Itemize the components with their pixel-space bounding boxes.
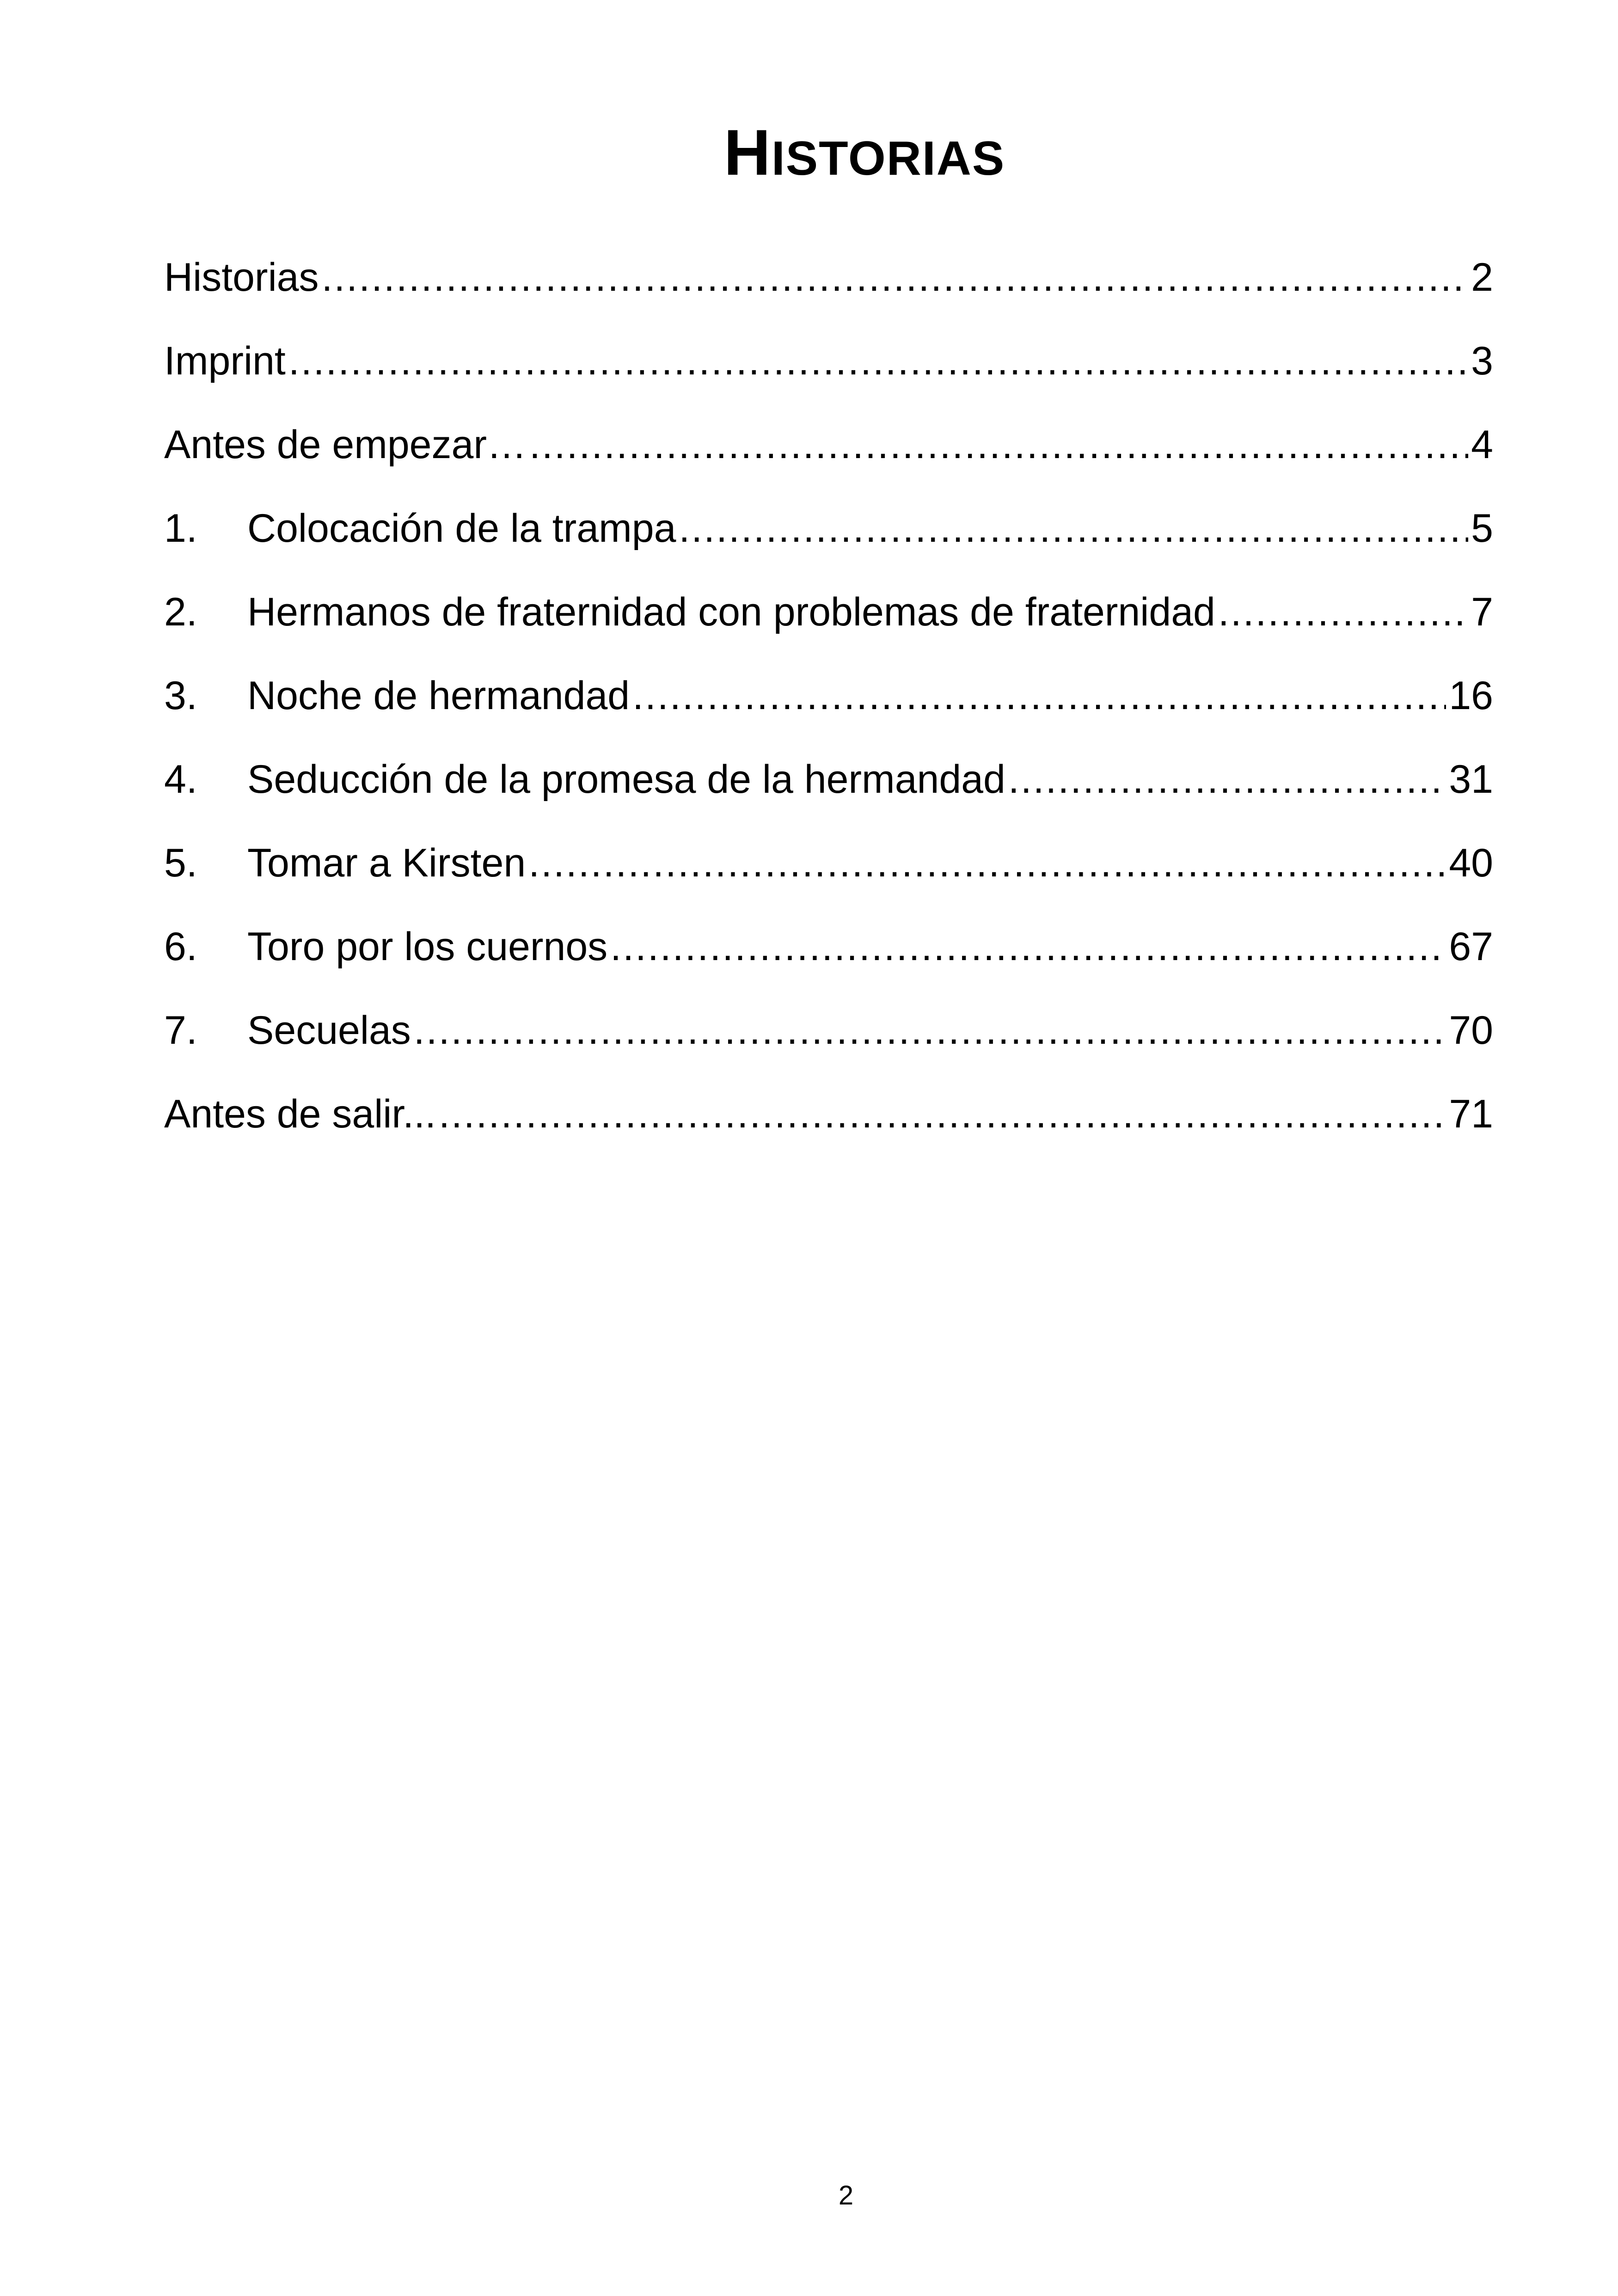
- toc-entry-label: Seducción de la promesa de la hermandad: [247, 757, 1005, 802]
- toc-entry-number: 2.: [164, 590, 197, 634]
- toc-entry[interactable]: [164, 333, 1493, 417]
- toc-entry[interactable]: [164, 835, 1493, 919]
- toc-entry-label: Imprint: [164, 339, 286, 383]
- toc-entry-number: 1.: [164, 506, 197, 551]
- toc-dot-leader: [288, 333, 1468, 389]
- toc-entry-page: 4: [1471, 422, 1493, 467]
- toc-dot-leader: [610, 919, 1446, 974]
- title-first-letter: H: [723, 116, 772, 189]
- toc-entry-label: Hermanos de fraternidad con problemas de fraternidad: [247, 590, 1215, 634]
- toc-entry[interactable]: [164, 1086, 1493, 1170]
- toc-entry-page: 31: [1449, 757, 1493, 802]
- toc-entry[interactable]: [164, 919, 1493, 1003]
- toc-entry-label: Colocación de la trampa: [247, 506, 676, 551]
- page-title: [55, 118, 1618, 193]
- toc-entry-page: 40: [1449, 841, 1493, 885]
- toc-dot-leader: [679, 501, 1468, 556]
- title-rest: ISTORIAS: [771, 132, 1005, 185]
- toc-dot-leader: [414, 1003, 1446, 1058]
- toc-entry-page: 5: [1471, 506, 1493, 551]
- toc-entry-number: 6.: [164, 925, 197, 969]
- toc-entry[interactable]: [164, 752, 1493, 835]
- footer-page-number: 2: [838, 2180, 854, 2210]
- toc-entry[interactable]: [164, 1003, 1493, 1086]
- toc-entry-number: 7.: [164, 1008, 197, 1053]
- toc-entry[interactable]: [164, 501, 1493, 584]
- toc-entry-label: Noche de hermandad: [247, 673, 630, 718]
- toc-entry[interactable]: [164, 417, 1493, 501]
- toc-entry-page: 7: [1471, 590, 1493, 634]
- toc-entry-page: 71: [1449, 1092, 1493, 1136]
- toc-entry-number: 4.: [164, 757, 197, 802]
- toc-entry[interactable]: [164, 584, 1493, 668]
- toc-entry-label: Tomar a Kirsten: [247, 841, 526, 885]
- toc-entry-page: 2: [1471, 255, 1493, 300]
- toc-entry-number: 5.: [164, 841, 197, 885]
- toc-dot-leader: [528, 835, 1446, 891]
- toc-entry[interactable]: [164, 668, 1493, 752]
- toc-entry-label: Antes de salir...: [164, 1092, 436, 1136]
- toc-dot-leader: [632, 668, 1446, 723]
- toc-entry[interactable]: [164, 250, 1493, 333]
- toc-dot-leader: [322, 250, 1469, 305]
- toc-entry-page: 70: [1449, 1008, 1493, 1053]
- toc-entry-page: 67: [1449, 925, 1493, 969]
- toc-entry-page: 3: [1471, 339, 1493, 383]
- toc-dot-leader: [1218, 584, 1468, 640]
- toc-dot-leader: [439, 1086, 1446, 1142]
- toc-dot-leader: [529, 417, 1468, 472]
- toc-entry-page: 16: [1449, 673, 1493, 718]
- toc-entry-label: Antes de empezar…: [164, 422, 527, 467]
- toc-entry-number: 3.: [164, 673, 197, 718]
- toc-entry-label: Historias: [164, 255, 319, 300]
- toc-entry-label: Secuelas: [247, 1008, 411, 1053]
- toc-dot-leader: [1008, 752, 1446, 807]
- toc-entry-label: Toro por los cuernos: [247, 925, 608, 969]
- table-of-contents: [164, 250, 1493, 1170]
